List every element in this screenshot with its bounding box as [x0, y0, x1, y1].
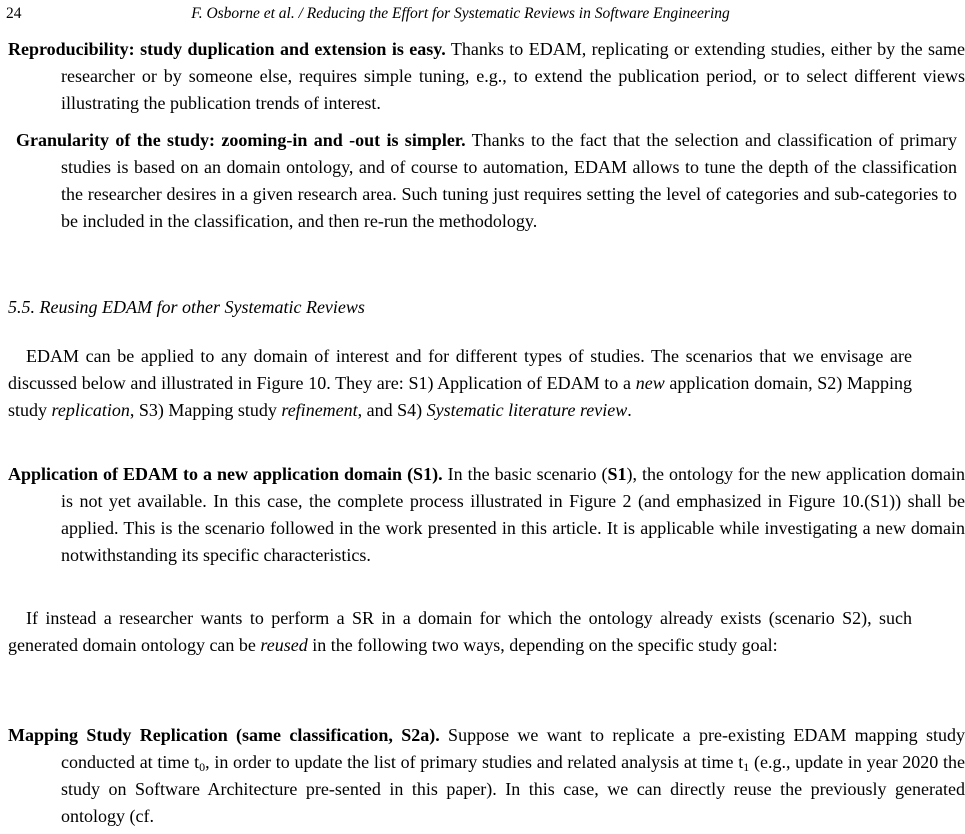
section-heading: 5.5. Reusing EDAM for other Systematic Reviews [8, 297, 365, 317]
s2-intro-paragraph: If instead a researcher wants to perform a SR in a domain for which the ontology already exists (scenario S2), such generated domain ontology can be reused in the following two ways, depending on the specific study goal: [8, 608, 912, 655]
scenario-s2a: Mapping Study Replication (same classification, S2a). Suppose we want to replicate a pre-existing EDAM mapping study conducted at time $t_0$, in order to update the list of primary studies and related analysis at time $t_1$ (e.g., update in year 2020 the study on Software Architecture pre-sented in this paper). In this case, we can directly reuse the previously generated ontology (cf. [8, 725, 965, 826]
item-reproducibility [8, 36, 965, 117]
running-head [0, 0, 921, 28]
item-lead: Reproducibility: study duplication and extension is easy. [8, 39, 446, 59]
running-title: F. Osborne et al. / Reducing the Effort for Systematic Reviews in Software Engineering [191, 5, 730, 22]
item-granularity [16, 127, 957, 235]
scenario-lead: Mapping Study Replication (same classification, S2a). [8, 725, 440, 745]
scenario-lead: Application of EDAM to a new application domain (S1). [8, 464, 443, 484]
item-body: Thanks to EDAM, replicating or extending studies, either by the same researcher or by someone else, requires simple tuning, e.g., to extend the publication period, or to select different views illustrating the publication trends of interest. [61, 39, 965, 113]
page-number: 24 [6, 5, 22, 22]
item-lead: Granularity of the study: zooming-in and -out is simpler. [16, 130, 466, 150]
intro-paragraph: EDAM can be applied to any domain of interest and for different types of studies. The scenarios that we envisage are discussed below and illustrated in Figure 10. They are: S1) Application of EDAM to a new application domain, S2) Mapping study replication, S3) Mapping study refinement, and S4) Systematic literature review. [8, 346, 913, 420]
scenario-s1: Application of EDAM to a new application domain (S1). In the basic scenario (S1), the ontology for the new application domain is not yet available. In this case, the complete process illustrated in Figure 2 (and emphasized in Figure 10.(S1)) shall be applied. This is the scenario followed in the work presented in this article. It is applicable while investigating a new domain notwithstanding its specific characteristics. [8, 464, 965, 565]
item-body: Thanks to the fact that the selection and classification of primary studies is based on an domain ontology, and of course to automation, EDAM allows to tune the depth of the classification the researcher desires in a given research area. Such tuning just requires setting the level of categories and sub-categories to be included in the classification, and then re-run the methodology. [61, 130, 957, 231]
